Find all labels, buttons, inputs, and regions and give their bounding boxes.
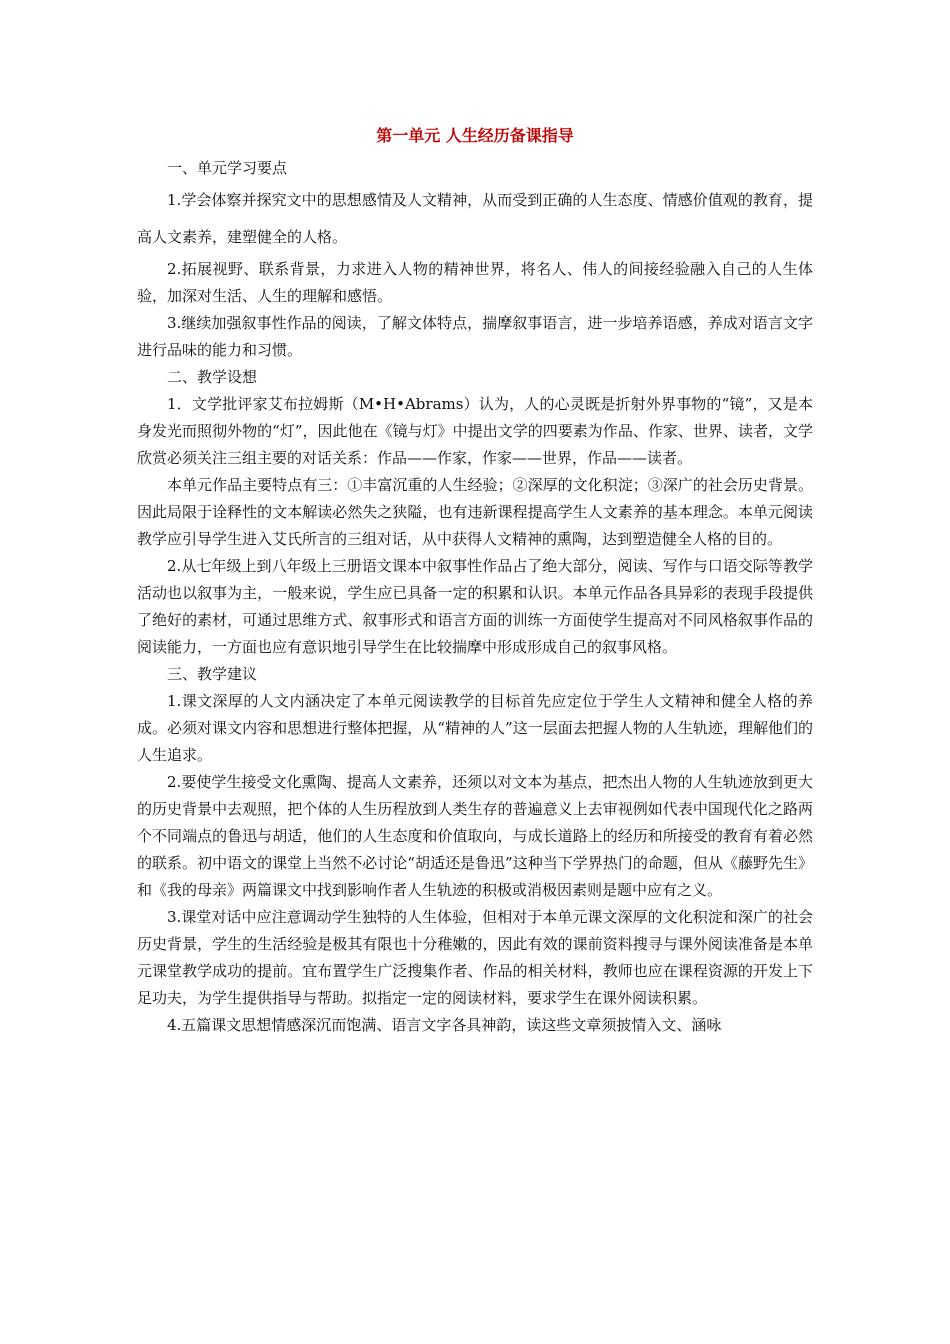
section-heading-teaching-suggestions: 三、教学建议 bbox=[167, 665, 258, 683]
document-title: 第一单元 人生经历备课指导 bbox=[376, 126, 574, 145]
teaching-idea-1: 1．文学批评家艾布拉姆斯（M•H•Abrams）认为，人的心灵既是折射外界事物的“镜”，又是本身发光而照彻外物的“灯”，因此他在《镜与灯》中提出文学的四要素为作品、作家、世界、读者，文学欣赏必须关注三组主要的对话关系：作品——作家，作家——世界，作品——读者。 bbox=[137, 395, 813, 467]
section-heading-teaching-ideas: 二、教学设想 bbox=[167, 368, 258, 386]
teaching-suggestion-2: 2.要使学生接受文化熏陶、提高人文素养，还须以对文本为基点，把杰出人物的人生轨迹放到更大的历史背景中去观照，把个体的人生历程放到人类生存的普遍意义上去审视例如代表中国现代化之路两个不同端点的鲁迅与胡适，他们的人生态度和价值取向，与成长道路上的经历和所接受的教育有着必然的联系。初中语文的课堂上当然不必讨论“胡适还是鲁迅”这种当下学界热门的命题，但从《藤野先生》和《我的母亲》两篇课文中找到影响作者人生轨迹的积极或消极因素则是题中应有之义。 bbox=[137, 773, 813, 899]
document-body bbox=[137, 118, 813, 1039]
study-point-1: 1.学会体察并探究文中的思想感情及人文精神，从而受到正确的人生态度、情感价值观的教育，提高人文素养，建塑健全的人格。 bbox=[137, 191, 813, 246]
teaching-idea-2: 2.从七年级上到八年级上三册语文课本中叙事性作品占了绝大部分，阅读、写作与口语交际等教学活动也以叙事为主，一般来说，学生应已具备一定的积累和认识。本单元作品各具异彩的表现手段提供了绝好的素材，可通过思维方式、叙事形式和语言方面的训练一方面使学生提高对不同风格叙事作品的阅读能力，一方面也应有意识地引导学生在比较揣摩中形成形成自己的叙事风格。 bbox=[137, 557, 813, 656]
teaching-suggestion-1: 1.课文深厚的人文内涵决定了本单元阅读教学的目标首先应定位于学生人文精神和健全人格的养成。必须对课文内容和思想进行整体把握，从“精神的人”这一层面去把握人物的人生轨迹，理解他们的人生追求。 bbox=[137, 692, 813, 764]
section-heading-study-points: 一、单元学习要点 bbox=[167, 159, 288, 177]
teaching-suggestion-3: 3.课堂对话中应注意调动学生独特的人生体验，但相对于本单元课文深厚的文化积淀和深广的社会历史背景，学生的生活经验是极其有限也十分稚嫩的，因此有效的课前资料搜寻与课外阅读准备是本单元课堂教学成功的提前。宜布置学生广泛搜集作者、作品的相关材料，教师也应在课程资源的开发上下足功夫，为学生提供指导与帮助。拟指定一定的阅读材料，要求学生在课外阅读积累。 bbox=[137, 908, 813, 1007]
teaching-idea-features: 本单元作品主要特点有三：①丰富沉重的人生经验；②深厚的文化积淀；③深广的社会历史背景。因此局限于诠释性的文本解读必然失之狭隘，也有违新课程提高学生人文素养的基本理念。本单元阅读教学应引导学生进入艾氏所言的三组对话，从中获得人文精神的熏陶，达到塑造健全人格的目的。 bbox=[137, 476, 813, 548]
study-point-2: 2.拓展视野、联系背景，力求进入人物的精神世界，将名人、伟人的间接经验融入自己的人生体验，加深对生活、人生的理解和感悟。 bbox=[137, 260, 813, 305]
study-point-3: 3.继续加强叙事性作品的阅读，了解文体特点，揣摩叙事语言，进一步培养语感，养成对语言文字进行品味的能力和习惯。 bbox=[137, 314, 813, 359]
teaching-suggestion-4: 4.五篇课文思想情感深沉而饱满、语言文字各具神韵，读这些文章须披情入文、涵咏 bbox=[167, 1016, 722, 1034]
